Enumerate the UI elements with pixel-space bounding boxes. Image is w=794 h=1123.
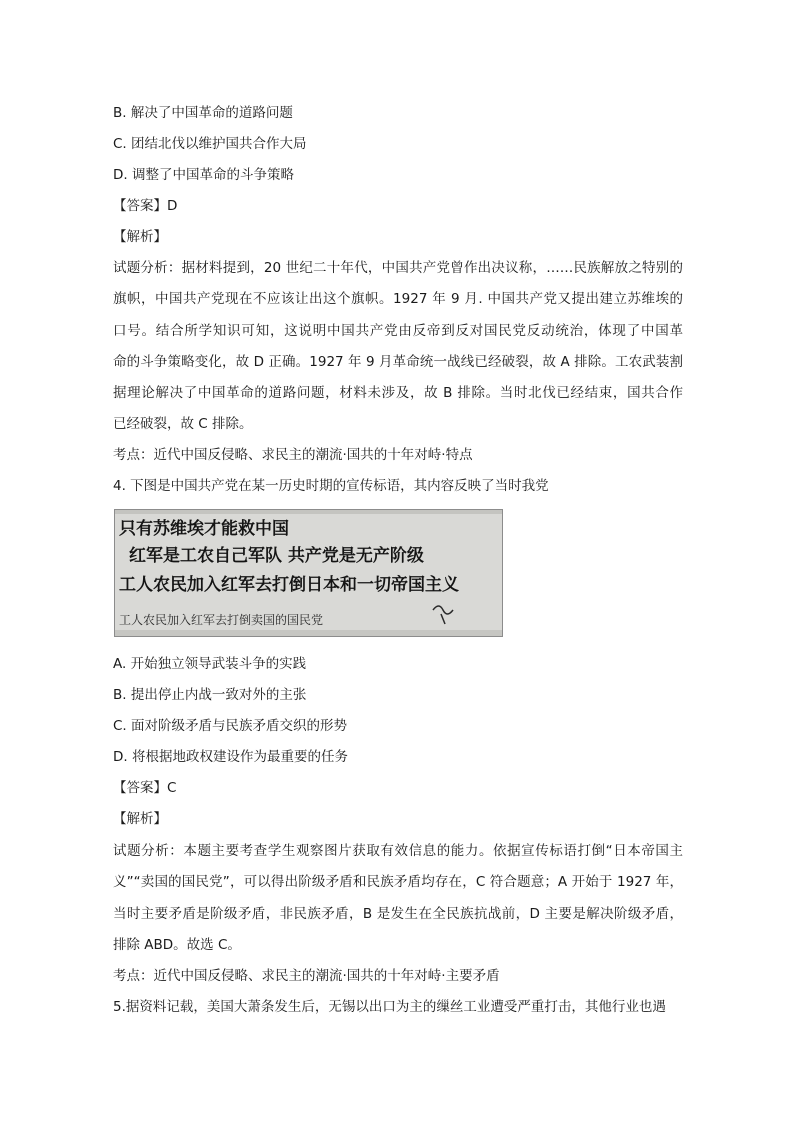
q4-analysis-line: 排除 ABD。故选 C。 [113,936,241,953]
q4-analysis [113,841,683,966]
q3-kaodian: 考点：近代中国反侵略、求民主的潮流·国共的十年对峙·特点 [113,447,473,463]
slogan-line-4: 工人农民加入红军去打倒卖国的国民党 [119,613,324,627]
q4-analysis-line: 当时主要矛盾是阶级矛盾，非民族矛盾，B 是发生在全民族抗战前，D 主要是解决阶级矛盾， [113,905,683,922]
q4-answer: 【答案】C [113,780,177,796]
slogan-line-1: 只有苏维埃才能救中国 [119,519,289,539]
q4-analysis-heading: 【解析】 [113,811,167,827]
q4-option-c: C. 面对阶级矛盾与民族矛盾交织的形势 [113,718,348,734]
q4-stem: 4. 下图是中国共产党在某一历史时期的宣传标语，其内容反映了当时我党 [113,478,549,494]
q4-option-a: A. 开始独立领导武装斗争的实践 [113,656,307,672]
q3-analysis-line: 试题分析：据材料提到，20 世纪二十年代，中国共产党曾作出决议称，……民族解放之特别的 [113,260,683,276]
q3-answer: 【答案】D [113,198,178,214]
q4-analysis-line: 义”“卖国的国民党”，可以得出阶级矛盾和民族矛盾均存在，C 符合题意；A 开始于 1927 年， [113,874,683,891]
q3-option-b: B. 解决了中国革命的道路问题 [113,105,293,121]
slogan-line-2: 红军是工农自己军队 共产党是无产阶级 [129,546,424,566]
q3-analysis-line: 旗帜，中国共产党现在不应该让出这个旗帜。1927 年 9 月. 中国共产党又提出建立苏维埃的 [113,291,683,308]
q3-option-d: D. 调整了中国革命的斗争策略 [113,167,294,183]
q3-analysis-line: 口号。结合所学知识可知，这说明中国共产党由反帝到反对国民党反动统治，体现了中国革 [113,322,683,339]
q3-option-c: C. 团结北伐以维护国共合作大局 [113,136,307,152]
slogan-photo-canvas [115,510,502,636]
q4-analysis-line: 试题分析：本题主要考查学生观察图片获取有效信息的能力。依据宣传标语打倒“日本帝国主 [113,843,683,859]
q4-option-d: D. 将根据地政权建设作为最重要的任务 [113,749,348,765]
q5-stem: 5.据资料记载，美国大萧条发生后，无锡以出口为主的缫丝工业遭受严重打击，其他行业也遇 [113,999,666,1015]
q3-analysis-heading: 【解析】 [113,229,167,245]
slogan-line-3: 工人农民加入红军去打倒日本和一切帝国主义 [119,575,459,595]
q3-analysis [113,258,683,446]
q3-analysis-line: 据理论解决了中国革命的道路问题，材料未涉及，故 B 排除。当时北伐已经结束，国共合作 [113,385,683,402]
q4-kaodian: 考点：近代中国反侵略、求民主的潮流·国共的十年对峙·主要矛盾 [113,968,500,984]
q3-analysis-line: 已经破裂，故 C 排除。 [113,416,253,433]
q4-option-b: B. 提出停止内战一致对外的主张 [113,687,307,703]
slogan-photo [114,509,503,637]
q3-analysis-line: 命的斗争策略变化，故 D 正确。1927 年 9 月革命统一战线已经破裂，故 A 排除。工农武装割 [113,353,683,370]
